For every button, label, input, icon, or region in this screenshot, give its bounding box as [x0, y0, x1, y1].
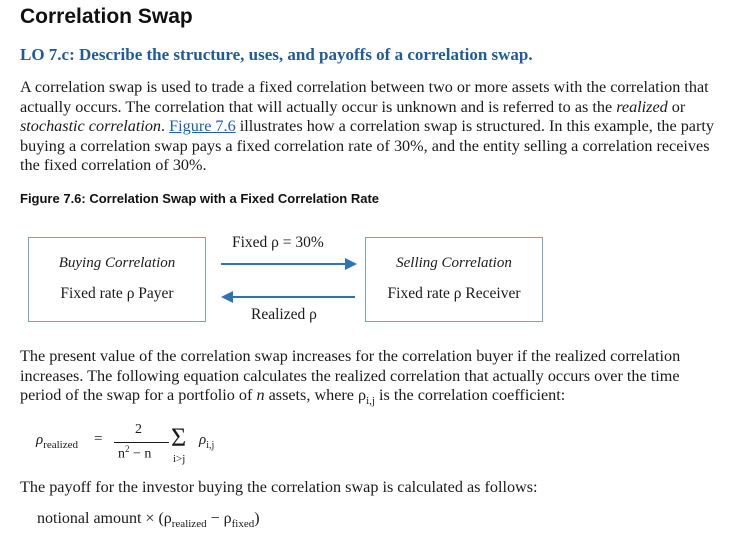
- flow-arrows: [218, 254, 360, 304]
- equation-lhs: $\rho_{realized}$: [36, 432, 79, 451]
- fraction-numerator: 2: [135, 422, 142, 437]
- italic-n: n: [256, 386, 265, 404]
- rho-symbol: ρ: [358, 386, 367, 404]
- fraction-bar: [114, 442, 169, 443]
- buyer-role: Fixed rate ρ Payer: [60, 285, 174, 302]
- intro-text-2: .: [161, 117, 170, 135]
- fixed-rate-label: Fixed ρ = 30%: [232, 234, 324, 251]
- figure-link[interactable]: Figure 7.6: [169, 117, 236, 135]
- equals-sign: =: [94, 431, 103, 447]
- intro-or: or: [667, 97, 686, 116]
- payoff-intro: The payoff for the investor buying the correlation swap is calculated as follows:: [20, 478, 538, 496]
- seller-role: Fixed rate ρ Receiver: [387, 285, 521, 302]
- rho-subscript: i,j: [366, 395, 375, 408]
- fraction-denominator: $n^2 - n$: [118, 444, 152, 462]
- summation-limit: i>j: [173, 453, 186, 465]
- figure-caption: Figure 7.6: Correlation Swap with a Fixed Correlation Rate: [20, 191, 380, 206]
- payoff-formula: notional amount × $(\rho_{realized} - \rho_{fixed})$: [37, 510, 260, 531]
- left-arrow: [221, 291, 355, 303]
- realized-correlation-equation: [36, 422, 286, 472]
- explanation-paragraph: [20, 347, 715, 412]
- seller-box: [365, 237, 543, 322]
- realized-label: Realized ρ: [251, 306, 317, 323]
- explanation-text-3: is the correlation coefficient:: [375, 386, 566, 404]
- summation-term: $\rho_{i,j}$: [199, 432, 215, 451]
- explanation-text-1: The present value of the correlation swap increases for the correlation buyer if the realized correlation increases. The following equation calculates the realized correlation that actually occurs over the time period of the swap for a portfolio of: [20, 347, 681, 404]
- right-arrow: [221, 258, 357, 270]
- italic-realized: realized: [616, 97, 668, 116]
- intro-text-3: illustrates how a correlation swap is structured. In this example, the party buying a correlation swap pays a fixed correlation rate of 30%, and the entity selling a correlation receives the fixed correlation of 30%.: [20, 117, 714, 174]
- learning-objective-heading: LO 7.c: Describe the structure, uses, and payoffs of a correlation swap.: [20, 45, 533, 64]
- explanation-text-2: assets, where: [264, 386, 359, 404]
- intro-paragraph: [20, 78, 715, 176]
- seller-name: Selling Correlation: [396, 255, 512, 271]
- italic-stochastic-correlation: stochastic correlation: [20, 117, 162, 135]
- intro-text-1: A correlation swap is used to trade a fixed correlation between two or more assets with the correlation that actually occurs. The correlation that will actually occur is unknown and is referred to as the: [20, 78, 709, 116]
- buyer-box: [28, 237, 206, 322]
- page-title: Correlation Swap: [20, 5, 193, 28]
- buyer-name: Buying Correlation: [58, 255, 176, 271]
- summation-sign: Σ: [171, 423, 187, 452]
